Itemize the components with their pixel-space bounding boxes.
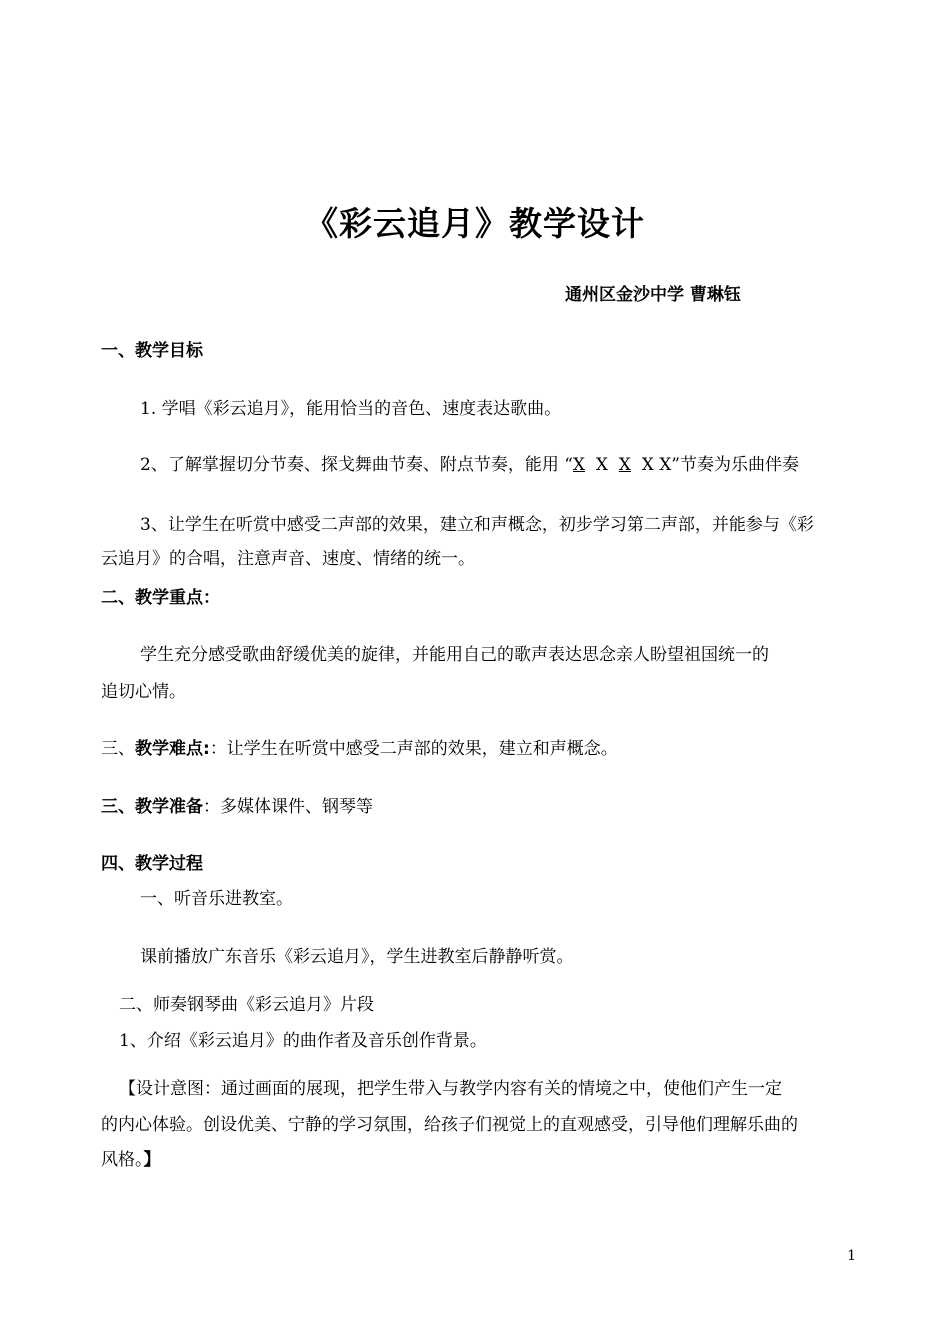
difficult-points bbox=[101, 736, 618, 762]
process-step-2-item-1: 1、介绍《彩云追月》的曲作者及音乐创作背景。 bbox=[119, 1031, 487, 1051]
preparation-text: ：多媒体课件、钢琴等 bbox=[203, 797, 373, 817]
goal-2 bbox=[140, 452, 799, 478]
goal-2-text-post: ”节奏为乐曲伴奏 bbox=[671, 455, 799, 475]
goal-2-text-pre: 2、了解掌握切分节奏、探戈舞曲节奏、附点节奏，能用 “ bbox=[140, 455, 573, 475]
preparation bbox=[101, 794, 373, 820]
key-points-line-2: 追切心情。 bbox=[101, 682, 186, 702]
process-step-1: 一、听音乐进教室。 bbox=[140, 889, 293, 909]
design-intent-line-3-text: 风格。 bbox=[101, 1150, 144, 1170]
goal-3-line-1: 3、让学生在听赏中感受二声部的效果，建立和声概念，初步学习第二声部，并能参与《彩 bbox=[140, 515, 814, 535]
section-heading-key-points: 二、教学重点： bbox=[101, 588, 220, 608]
key-points-line-1: 学生充分感受歌曲舒缓优美的旋律，并能用自己的歌声表达思念亲人盼望祖国统一的 bbox=[140, 645, 769, 665]
design-intent-line-1: 【设计意图：通过画面的展现，把学生带入与教学内容有关的情境之中，使他们产生一定 bbox=[119, 1079, 782, 1099]
rhythm-note-3: X bbox=[618, 455, 631, 475]
section-heading-process: 四、教学过程 bbox=[101, 854, 203, 874]
page-title: 《彩云追月》教学设计 bbox=[305, 204, 645, 243]
difficult-points-prefix: 三、 bbox=[101, 739, 135, 759]
process-step-2: 二、师奏钢琴曲《彩云追月》片段 bbox=[119, 995, 374, 1015]
goal-3-line-2: 云追月》的合唱，注意声音、速度、情绪的统一。 bbox=[101, 549, 475, 569]
section-heading-preparation: 三、教学准备 bbox=[101, 797, 203, 817]
difficult-points-text: ：让学生在听赏中感受二声部的效果，建立和声概念。 bbox=[209, 739, 618, 759]
section-heading-goals: 一、教学目标 bbox=[101, 341, 203, 361]
section-heading-difficult-points: 教学难点: bbox=[135, 739, 210, 759]
rhythm-note-1: X bbox=[572, 455, 586, 475]
design-intent-line-2: 的内心体验。创设优美、宁静的学习氛围，给孩子们视觉上的直观感受，引导他们理解乐曲的 bbox=[101, 1115, 798, 1135]
design-intent-close-bracket: 】 bbox=[143, 1150, 161, 1170]
design-intent-line-3 bbox=[101, 1147, 161, 1173]
author-line: 通州区金沙中学 曹琳钰 bbox=[565, 285, 741, 305]
page-number: 1 bbox=[847, 1248, 856, 1264]
rhythm-note-4: X X bbox=[641, 455, 672, 475]
rhythm-note-2: X bbox=[595, 455, 608, 475]
process-step-1-detail: 课前播放广东音乐《彩云追月》，学生进教室后静静听赏。 bbox=[140, 947, 574, 967]
goal-1: 1. 学唱《彩云追月》，能用恰当的音色、速度表达歌曲。 bbox=[140, 399, 562, 419]
